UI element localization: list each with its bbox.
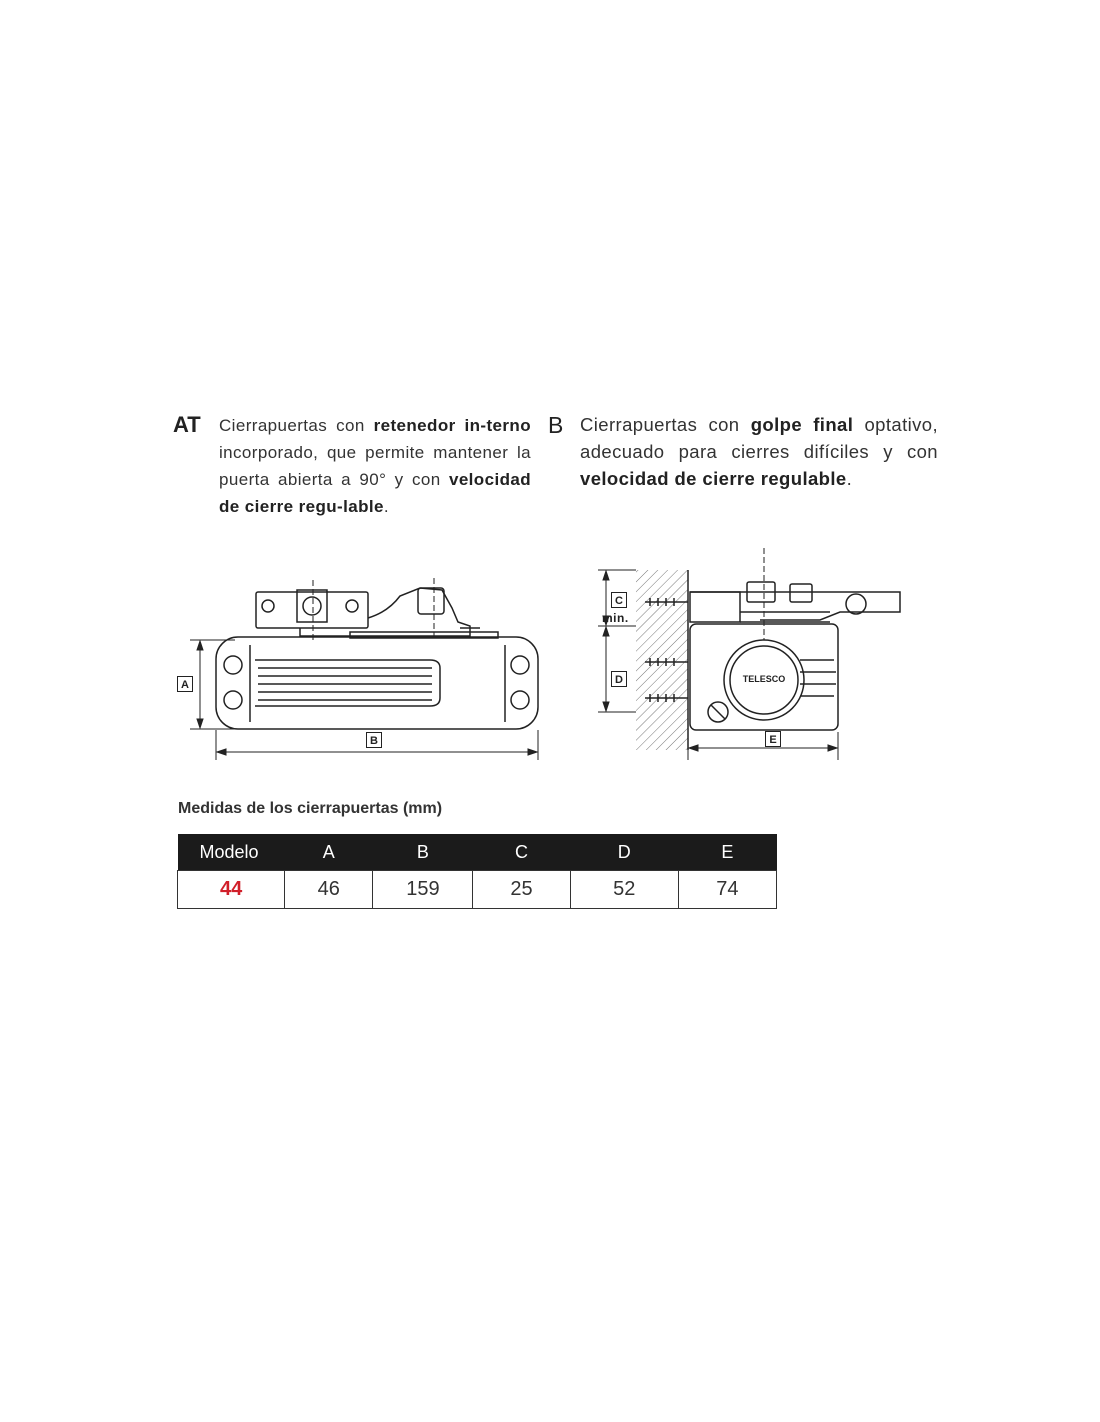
header-c: C [473,834,570,871]
cell-b: 159 [373,871,473,909]
cell-d: 52 [570,871,678,909]
header-d: D [570,834,678,871]
dimension-d-label: D [611,671,627,687]
cell-c: 25 [473,871,570,909]
dimension-c-label: C [611,592,627,608]
header-b: B [373,834,473,871]
cell-model: 44 [178,871,285,909]
cell-a: 46 [285,871,373,909]
cell-e: 74 [678,871,776,909]
dimension-b-label: B [366,732,382,748]
header-a: A [285,834,373,871]
header-e: E [678,834,776,871]
table-header-row [178,834,777,871]
table-title: Medidas de los cierrapuertas (mm) [178,800,443,817]
min-label: min. [602,611,629,625]
table-row [178,871,777,909]
section-b-description: Cierrapuertas con golpe final optativo, adecuado para cierres difíciles y con velocidad de cierre regulable. [580,414,938,489]
dimension-a-label: A [177,676,193,692]
section-at-description: Cierrapuertas con retenedor in-terno incorporado, que permite mantener la puerta abierta a 90° y con velocidad de cierre regu-lable. [219,416,531,516]
header-modelo: Modelo [178,834,285,871]
section-at-label: AT [173,412,201,437]
dimensions-table [177,834,777,909]
section-b-label: B [548,412,564,438]
telesco-brand-label: TELESCO [742,674,786,684]
dimension-e-label: E [765,731,781,747]
